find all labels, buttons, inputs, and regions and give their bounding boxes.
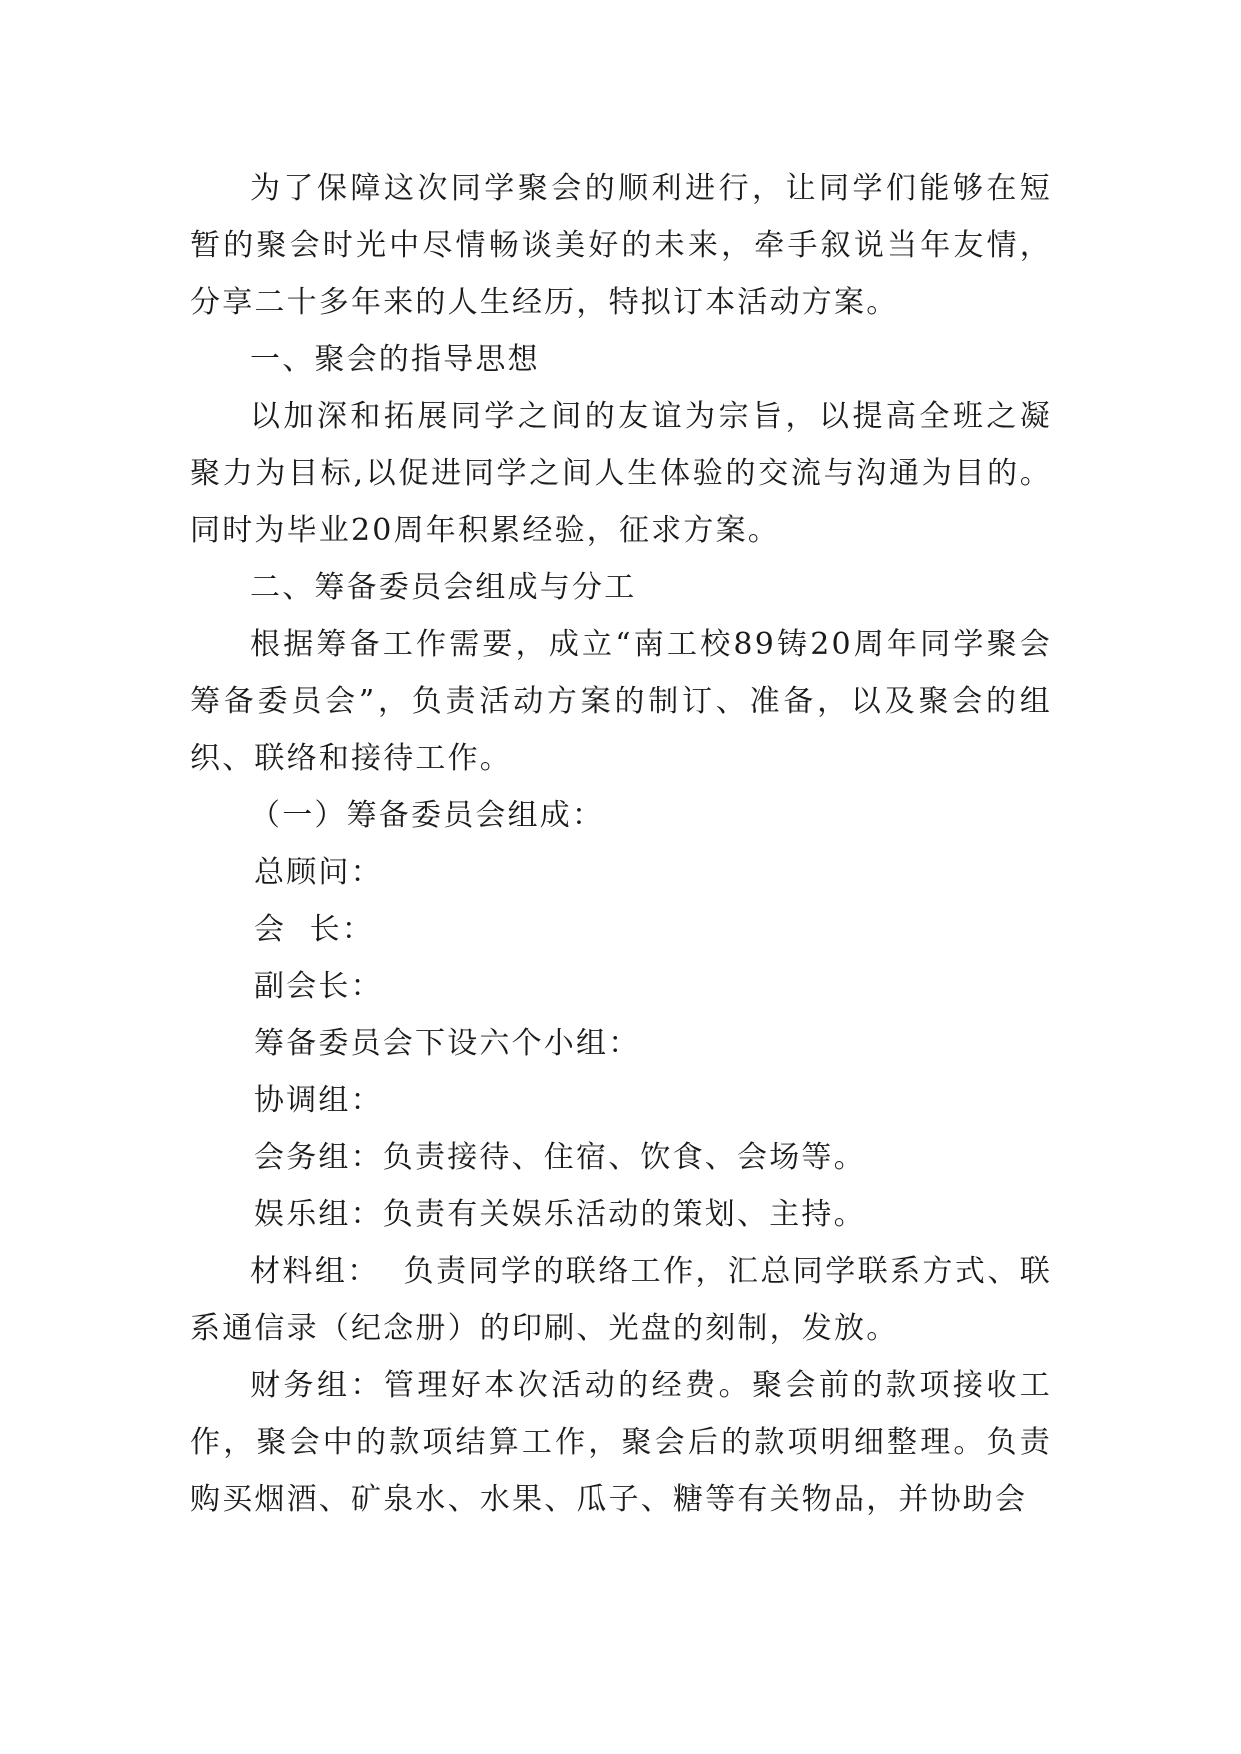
subgroups-line: 筹备委员会下设六个小组： [254,1026,641,1061]
committee-paragraph: 根据筹备工作需要，成立“南工校89铸20周年同学聚会筹备委员会”，负责活动方案的制订、准备，以及聚会的组织、联络和接待工作。 [190,627,1052,776]
intro-paragraph: 为了保障这次同学聚会的顺利进行，让同学们能够在短暂的聚会时光中尽情畅谈美好的未来，牵手叙说当年友情，分享二十多年来的人生经历，特拟订本活动方案。 [190,171,1052,320]
finance-group-paragraph: 财务组：管理好本次活动的经费。聚会前的款项接收工作，聚会中的款项结算工作，聚会后的款项明细整理。负责购买烟酒、矿泉水、水果、瓜子、糖等有关物品，并协助会 [190,1368,1052,1517]
chief-advisor-line: 总顾问： [254,855,383,890]
section-heading-guiding-idea: 一、聚会的指导思想 [250,342,540,377]
conference-group-line: 会务组：负责接待、住宿、饮食、会场等。 [254,1140,866,1175]
document-body [190,160,1052,1528]
subsection-heading-composition: （一）筹备委员会组成： [250,798,605,833]
entertainment-group-line: 娱乐组：负责有关娱乐活动的策划、主持。 [254,1197,866,1232]
section-heading-committee: 二、筹备委员会组成与分工 [250,570,637,605]
coordination-group-line: 协调组： [254,1083,383,1118]
materials-group-paragraph: 材料组： 负责同学的联络工作，汇总同学联系方式、联系通信录（纪念册）的印刷、光盘的刻制，发放。 [190,1254,1052,1346]
president-line: 会 长： [254,912,375,947]
vice-president-line: 副会长： [254,969,383,1004]
guiding-idea-paragraph: 以加深和拓展同学之间的友谊为宗旨，以提高全班之凝聚力为目标,以促进同学之间人生体验的交流与沟通为目的。同时为毕业20周年积累经验，征求方案。 [190,399,1052,548]
